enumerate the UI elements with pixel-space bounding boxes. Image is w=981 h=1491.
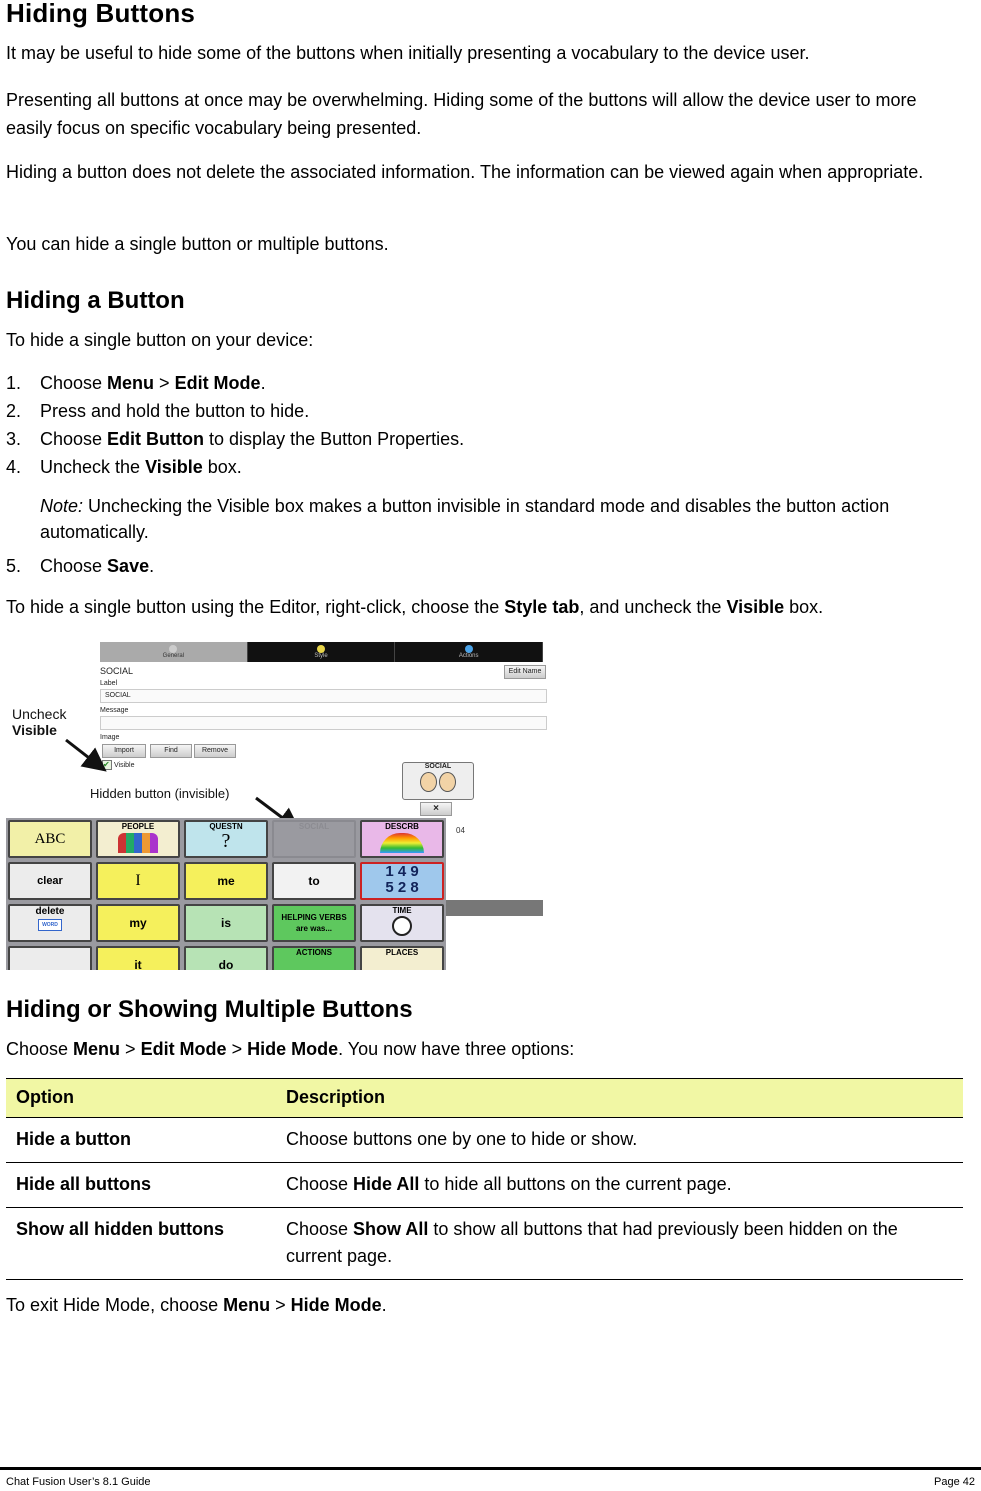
cell-my[interactable]: my [96, 904, 180, 942]
step-5: 5. Choose Save. [6, 556, 155, 576]
cell-do[interactable]: do [184, 946, 268, 970]
description-cell: Choose buttons one by one to hide or show. [276, 1118, 963, 1163]
label-input[interactable]: SOCIAL [100, 689, 547, 703]
description-cell: Choose Hide All to hide all buttons on the current page. [276, 1163, 963, 1208]
rainbow-icon [380, 833, 424, 853]
intro-paragraph-4: You can hide a single button or multiple buttons. [6, 234, 389, 254]
hidden-button-callout: Hidden button (invisible) [90, 786, 230, 801]
page-footer [0, 1467, 981, 1488]
description-column-header: Description [276, 1079, 963, 1118]
cell-people[interactable]: PEOPLE [96, 820, 180, 858]
option-cell: Hide a button [6, 1118, 276, 1163]
tab-actions[interactable]: Actions [395, 642, 543, 662]
multiple-intro: Choose Menu > Edit Mode > Hide Mode. You now have three options: [6, 1039, 575, 1059]
table-row [6, 1163, 963, 1208]
step-3: 3. Choose Edit Button to display the Button Properties. [6, 429, 465, 449]
option-cell: Show all hidden buttons [6, 1208, 276, 1280]
cell-places[interactable]: PLACES [360, 946, 444, 970]
close-preview-button[interactable]: × [420, 802, 452, 816]
intro-paragraph-2: Presenting all buttons at once may be overwhelming. Hiding some of the buttons will allow the device user to more easily focus on specific vocabulary being presented. [6, 90, 917, 138]
checkbox-icon: ✔ [102, 760, 112, 770]
hide-single-intro: To hide a single button on your device: [6, 330, 314, 350]
table-row [6, 1208, 963, 1280]
cell-social-hidden[interactable]: SOCIAL [272, 820, 356, 858]
editor-screenshot [6, 640, 546, 970]
cell-time[interactable]: TIME [360, 904, 444, 942]
status-bar [446, 900, 543, 916]
step-note: Note: Unchecking the Visible box makes a button invisible in standard mode and disables the button action automatically. [40, 496, 890, 542]
step-4: 4. Uncheck the Visible box. [6, 457, 242, 477]
exit-hide-mode-line: To exit Hide Mode, choose Menu > Hide Mode. [6, 1295, 387, 1315]
button-name-value: SOCIAL [100, 666, 134, 676]
table-header-row [6, 1079, 963, 1118]
image-field-label: Image [100, 734, 120, 741]
step-1: 1. Choose Menu > Edit Mode. [6, 373, 266, 393]
option-column-header: Option [6, 1079, 276, 1118]
cell-i[interactable]: I [96, 862, 180, 900]
cell-to[interactable]: to [272, 862, 356, 900]
message-field-label: Message [100, 707, 129, 714]
cell-numbers[interactable]: 1 4 9 5 2 8 [360, 862, 444, 900]
cell-actions[interactable]: ACTIONS [272, 946, 356, 970]
cell-descrb[interactable]: DESCRB [360, 820, 444, 858]
intro-paragraph-3: Hiding a button does not delete the associated information. The information can be viewed again when appropriate. [6, 162, 924, 182]
cell-questn[interactable]: QUESTN ? [184, 820, 268, 858]
cell-is[interactable]: is [184, 904, 268, 942]
cell-abc[interactable]: ABC [8, 820, 92, 858]
cell-delete[interactable]: delete WORD [8, 904, 92, 942]
option-cell: Hide all buttons [6, 1163, 276, 1208]
page-number-label: 04 [456, 826, 465, 835]
section-heading-hide-single: Hiding a Button [6, 287, 185, 314]
button-preview: SOCIAL [402, 762, 474, 800]
description-cell: Choose Show All to show all buttons that had previously been hidden on the current page. [276, 1208, 963, 1280]
intro-paragraph-1: It may be useful to hide some of the buttons when initially presenting a vocabulary to the device user. [6, 43, 810, 63]
table-row [6, 1118, 963, 1163]
step-2: 2. Press and hold the button to hide. [6, 401, 310, 421]
editor-instruction: To hide a single button using the Editor, right-click, choose the Style tab, and uncheck the Visible box. [6, 597, 824, 617]
footer-page-number: Page 42 [934, 1476, 975, 1488]
cell-helping-verbs[interactable]: HELPING VERBS are was... [272, 904, 356, 942]
clock-icon [392, 916, 412, 936]
page-title: Hiding Buttons [6, 0, 196, 28]
footer-guide-title: Chat Fusion User’s 8.1 Guide [6, 1476, 151, 1488]
cell-clear[interactable]: clear [8, 862, 92, 900]
find-button[interactable]: Find [150, 744, 192, 758]
import-button[interactable]: Import [102, 744, 146, 758]
cell-me[interactable]: me [184, 862, 268, 900]
visible-checkbox[interactable]: ✔ Visible [103, 760, 135, 769]
cell-row4-1[interactable] [8, 946, 92, 970]
label-field-label: Label [100, 680, 118, 687]
tab-style[interactable]: Style [248, 642, 396, 662]
remove-button[interactable]: Remove [194, 744, 236, 758]
arrow-to-visible [66, 740, 102, 768]
delete-word-icon: WORD [38, 919, 62, 931]
options-table [6, 1078, 963, 1280]
section-heading-multiple: Hiding or Showing Multiple Buttons [6, 996, 413, 1023]
uncheck-visible-callout: Uncheck Visible [12, 706, 67, 738]
tab-general[interactable]: General [100, 642, 248, 662]
people-icon [118, 833, 158, 853]
cell-it[interactable]: it [96, 946, 180, 970]
vocabulary-grid [6, 818, 446, 970]
question-icon: ? [221, 830, 231, 852]
edit-name-button[interactable]: Edit Name [504, 665, 546, 679]
